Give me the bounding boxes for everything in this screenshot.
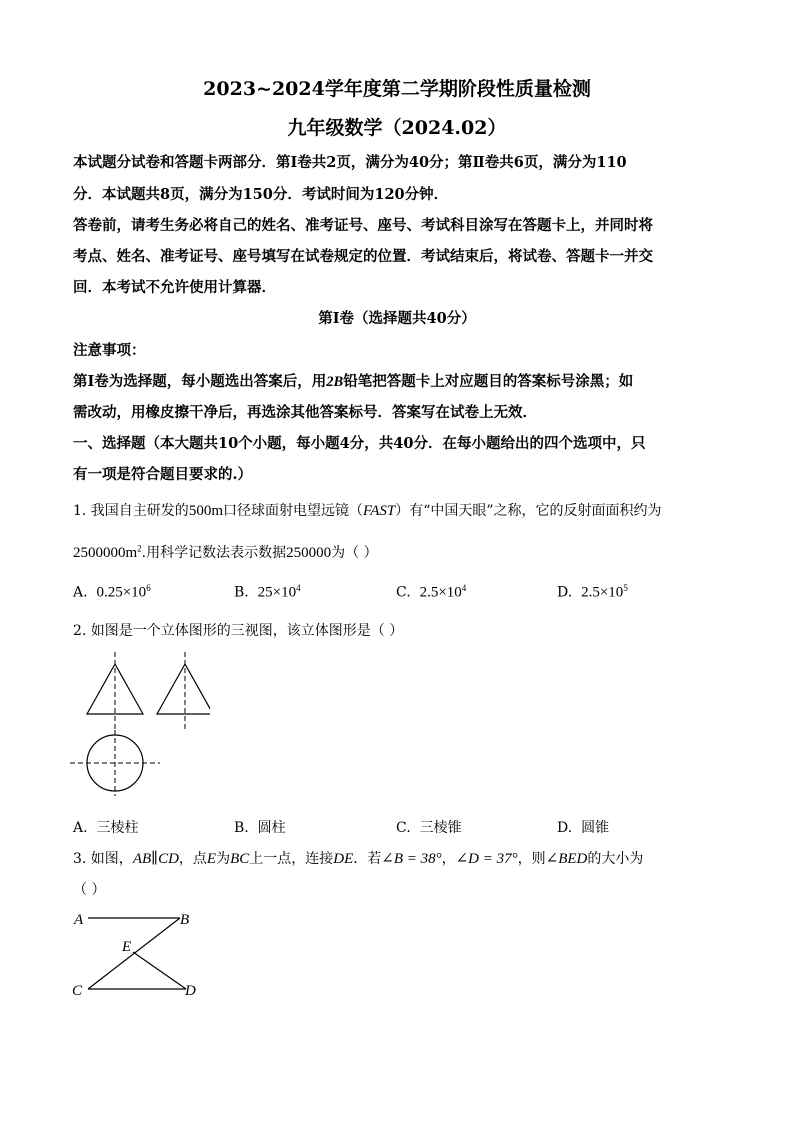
- q1-diameter: 500m: [188, 503, 223, 519]
- segment-de: [133, 952, 186, 989]
- q1-number: 250000: [286, 545, 332, 561]
- side-view-triangle: [157, 664, 210, 714]
- q2-option-c[interactable]: C. 三棱锥: [396, 820, 462, 836]
- section-line-1: 一、选择题（本大题共10个小题，每小题4分，共40分．在每小题给出的四个选项中，只: [73, 435, 646, 452]
- q1-option-c[interactable]: C. $2.5\times 10^4$: [396, 583, 467, 601]
- notice-line-2: 需改动，用橡皮擦干净后，再选涂其他答案标号．答案写在试卷上无效．: [73, 404, 537, 421]
- q2-option-b[interactable]: B. 圆柱: [234, 820, 286, 836]
- q1-text-c: ）有“中国天眼”之称，它的反射面面积约为: [395, 503, 662, 519]
- q2-option-a[interactable]: A. 三棱柱: [73, 820, 139, 836]
- q1-line-2: [73, 542, 378, 562]
- parallel-lines-figure: [68, 905, 208, 1005]
- q1-text-d: .用科学记数法表示数据: [141, 545, 287, 561]
- label-e: E: [122, 939, 132, 955]
- q3-angle-b: ∠B = 38°: [381, 851, 442, 867]
- exam-subtitle: 九年级数学（2024.02）: [287, 117, 507, 139]
- q1-option-d[interactable]: D. $2.5\times 10^5$: [557, 583, 628, 601]
- intro-line-5: 回．本考试不允许使用计算器．: [73, 279, 276, 296]
- q1-text-b: 口径球面射电望远镜（: [222, 503, 363, 519]
- segment-bc: [88, 918, 180, 989]
- notice-text-b: 铅笔把答题卡上对应题目的答案标号涂黑；如: [343, 373, 634, 390]
- pencil-grade: 2B: [326, 374, 344, 390]
- q1-area: 2500000m: [73, 545, 138, 561]
- label-b: B: [180, 912, 190, 928]
- notice-title: 注意事项：: [73, 342, 146, 359]
- q1-option-a[interactable]: A. $0.25\times 10^6$: [73, 583, 151, 601]
- label-c: C: [72, 983, 83, 999]
- exam-title: 2023~2024学年度第二学期阶段性质量检测: [203, 78, 591, 100]
- intro-line-2: 分．本试题共8页，满分为150分．考试时间为120分钟．: [73, 186, 449, 203]
- q2-option-d[interactable]: D. 圆锥: [557, 820, 610, 836]
- q1-text-e: 为（ ）: [331, 545, 378, 561]
- three-view-figure: [60, 650, 210, 800]
- part1-heading: 第Ⅰ卷（选择题共40分）: [318, 310, 476, 327]
- intro-line-4: 考点、姓名、准考证号、座号填写在试卷规定的位置．考试结束后，将试卷、答题卡一并交: [73, 248, 653, 265]
- q3-blank: （ ）: [73, 882, 106, 898]
- q3-angle-bed: ∠BED: [545, 851, 588, 867]
- notice-text-a: 第Ⅰ卷为选择题，每小题选出答案后，用: [73, 373, 327, 390]
- q1-line-1: [73, 500, 662, 520]
- notice-line-1: [73, 370, 633, 391]
- q3-angle-d: ∠D = 37°: [455, 851, 518, 867]
- label-d: D: [185, 983, 196, 999]
- q2-stem: 2. 如图是一个立体图形的三视图，该立体图形是（ ）: [73, 623, 404, 639]
- intro-line-1: 本试题分试卷和答题卡两部分．第Ⅰ卷共2页，满分为40分；第Ⅱ卷共6页，满分为110: [73, 154, 627, 171]
- q1-area-exp: 2: [137, 543, 142, 554]
- q1-fast: FAST: [362, 503, 396, 519]
- q1-text-a: 1. 我国自主研发的: [73, 503, 189, 519]
- q3-parallel: AB∥CD: [132, 851, 179, 867]
- intro-line-3: 答卷前，请考生务必将自己的姓名、准考证号、座号、考试科目涂写在答题卡上，并同时将: [73, 217, 653, 234]
- q3-stem-line-1: 3. 如图，AB∥CD，点E为BC上一点，连接DE．若∠B = 38°，∠D = 37°，则∠BED的大小为: [73, 851, 644, 867]
- label-a: A: [74, 912, 84, 928]
- section-line-2: 有一项是符合题目要求的.）: [73, 466, 253, 483]
- q1-option-b[interactable]: B. $25\times 10^4$: [234, 583, 301, 601]
